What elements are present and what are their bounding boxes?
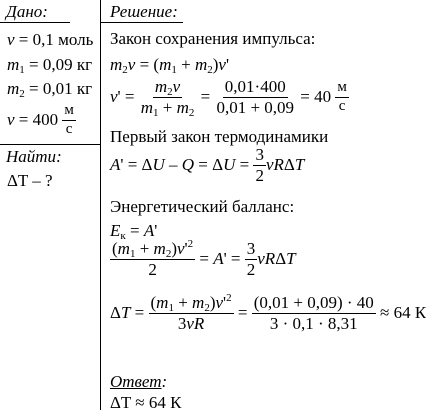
momentum-title: Закон сохранения импульса: (110, 29, 316, 48)
momentum-equation: $m_2v = (m_1 + m_2)v'$ (110, 55, 230, 76)
answer-heading: Ответ: (110, 372, 168, 391)
given-v: v = 400 $\frac{м}{с}$ (7, 102, 74, 137)
energy-balance-equation: $\frac{(m_1 + m_2)v'^2}{2}$ = A' = $\frac{3}{2}$ νRΔT (112, 238, 296, 279)
energy-equation: $E_к = A'$ (110, 221, 158, 242)
find-separator (0, 144, 101, 145)
given-underline (0, 22, 70, 23)
energy-title: Энергетический балланс: (110, 197, 295, 216)
velocity-formula: v' = $\frac{m_2v}{m_1 + m_2}$ = $\frac{0,01\cdot 400}{0,01 + 0,09}$ = 40 $\frac{м}{с}$ (110, 77, 347, 119)
first-law-title: Первый закон термодинамики (110, 127, 329, 146)
solution-underline (101, 22, 183, 23)
given-heading: Дано: (6, 2, 48, 21)
answer-value: ΔT ≈ 64 К (110, 393, 182, 412)
find-target: ΔT – ? (7, 171, 53, 190)
given-m1: $m_1 = 0,09$ кг (7, 55, 93, 76)
find-heading: Найти: (6, 147, 62, 166)
column-divider (100, 0, 101, 410)
given-m2: $m_2 = 0,01$ кг (7, 79, 93, 100)
first-law-equation: A' = ΔU – Q = ΔU = $\frac{3}{2}$ νRΔT (110, 145, 305, 185)
given-nu: ν = 0,1 моль (7, 30, 94, 49)
delta-t-formula: ΔT = $\frac{(m_1 + m_2)v'^2}{3\nu R}$ = $\frac{(0,01 + 0,09) \cdot 40}{3 \cdot 0,1 \cdot 8,31}$ ≈ 64 К (110, 292, 426, 333)
solution-heading: Решение: (110, 2, 178, 21)
